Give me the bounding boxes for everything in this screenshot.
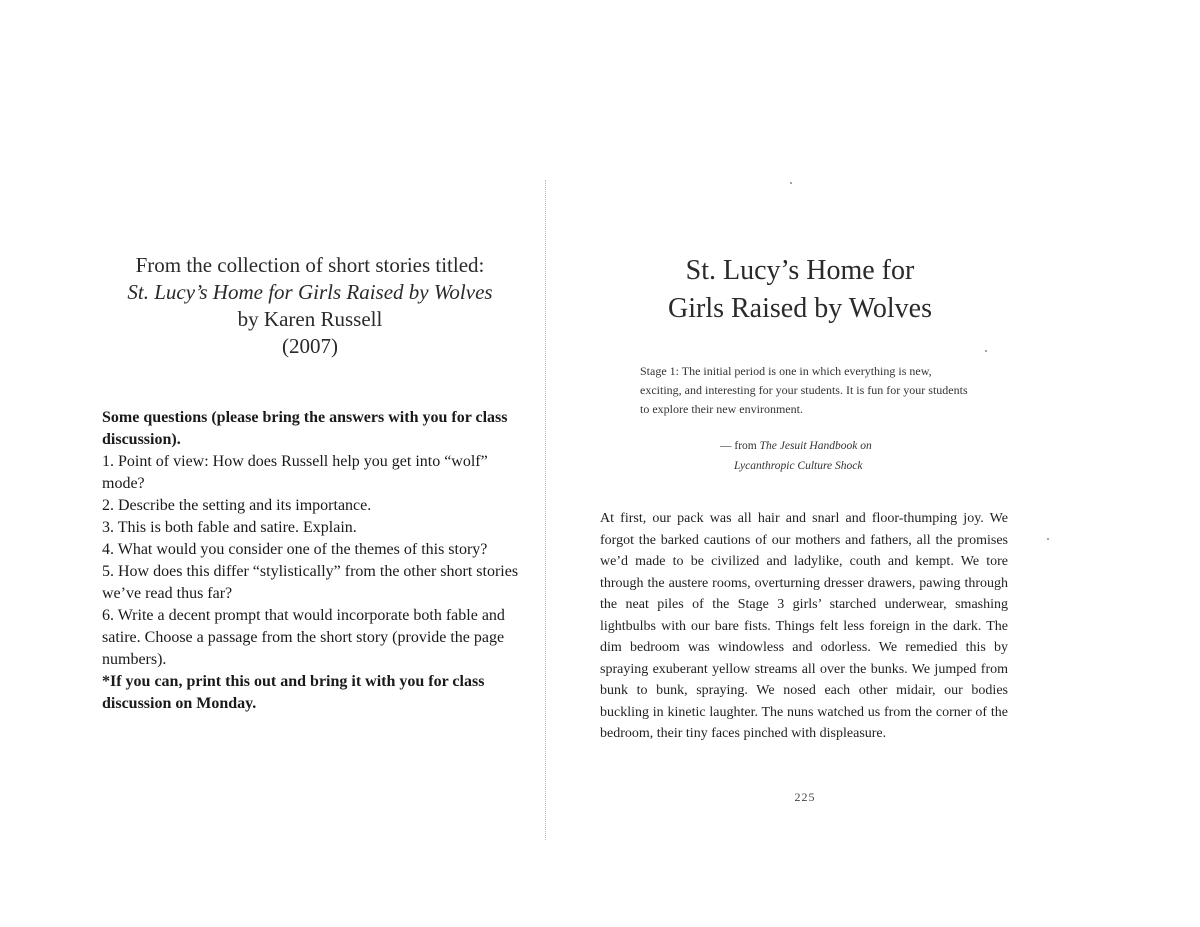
intro-line: From the collection of short stories titled: bbox=[135, 253, 485, 277]
collection-title: St. Lucy’s Home for Girls Raised by Wolves bbox=[127, 280, 493, 304]
question-item: 6. Write a decent prompt that would incorporate both fable and satire. Choose a passage from the short story (provide the page numbers). bbox=[102, 607, 505, 668]
year-line: (2007) bbox=[282, 334, 338, 358]
story-title-line: St. Lucy’s Home for bbox=[685, 255, 915, 286]
questions-heading: Some questions (please bring the answers with you for class discussion). bbox=[102, 409, 508, 448]
attribution-prefix: — from bbox=[720, 440, 757, 452]
scan-speck bbox=[790, 182, 792, 184]
story-title-line: Girls Raised by Wolves bbox=[668, 293, 932, 324]
page-divider bbox=[545, 180, 546, 840]
question-item: 1. Point of view: How does Russell help you get into “wolf” mode? bbox=[102, 453, 488, 492]
epigraph: Stage 1: The initial period is one in which everything is new, exciting, and interesting for your students. It is fun for your students to explore their new environment. bbox=[640, 364, 968, 416]
epigraph-attribution bbox=[720, 436, 980, 476]
question-item: 4. What would you consider one of the themes of this story? bbox=[102, 541, 488, 558]
questions-block bbox=[102, 407, 527, 715]
attribution-title: The Jesuit Handbook on bbox=[759, 440, 872, 452]
question-item: 3. This is both fable and satire. Explain. bbox=[102, 519, 357, 536]
question-item: 5. How does this differ “stylistically” from the other short stories we’ve read thus far? bbox=[102, 563, 519, 602]
author-line: by Karen Russell bbox=[237, 307, 383, 331]
scan-speck bbox=[1047, 538, 1049, 540]
scan-speck bbox=[985, 350, 987, 352]
question-item: 2. Describe the setting and its importance. bbox=[102, 497, 372, 514]
attribution-title: Lycanthropic Culture Shock bbox=[734, 460, 863, 472]
collection-intro bbox=[100, 252, 520, 360]
story-body-paragraph: At first, our pack was all hair and snarl and floor-thumping joy. We forgot the barked cautions of our mothers and fathers, all the promises we’d made to be civilized and ladylike, couth and kempt. We tore through the austere rooms, overturning dresser drawers, pawing through the neat piles of the Stage 3 girls’ starched underwear, smashing lightbulbs with our bare fists. Things felt less foreign in the dark. The dim bedroom was windowless and odorless. We remedied this by spraying exuberant yellow streams all over the bunks. We jumped from bunk to bunk, spraying. We nosed each other midair, our bodies buckling in kinetic laughter. The nuns watched us from the corner of the bedroom, their tiny faces pinched with displeasure. bbox=[600, 511, 1008, 741]
story-title bbox=[615, 252, 985, 328]
page-number: 225 bbox=[794, 790, 816, 804]
print-note: *If you can, print this out and bring it with you for class discussion on Monday. bbox=[102, 673, 485, 712]
